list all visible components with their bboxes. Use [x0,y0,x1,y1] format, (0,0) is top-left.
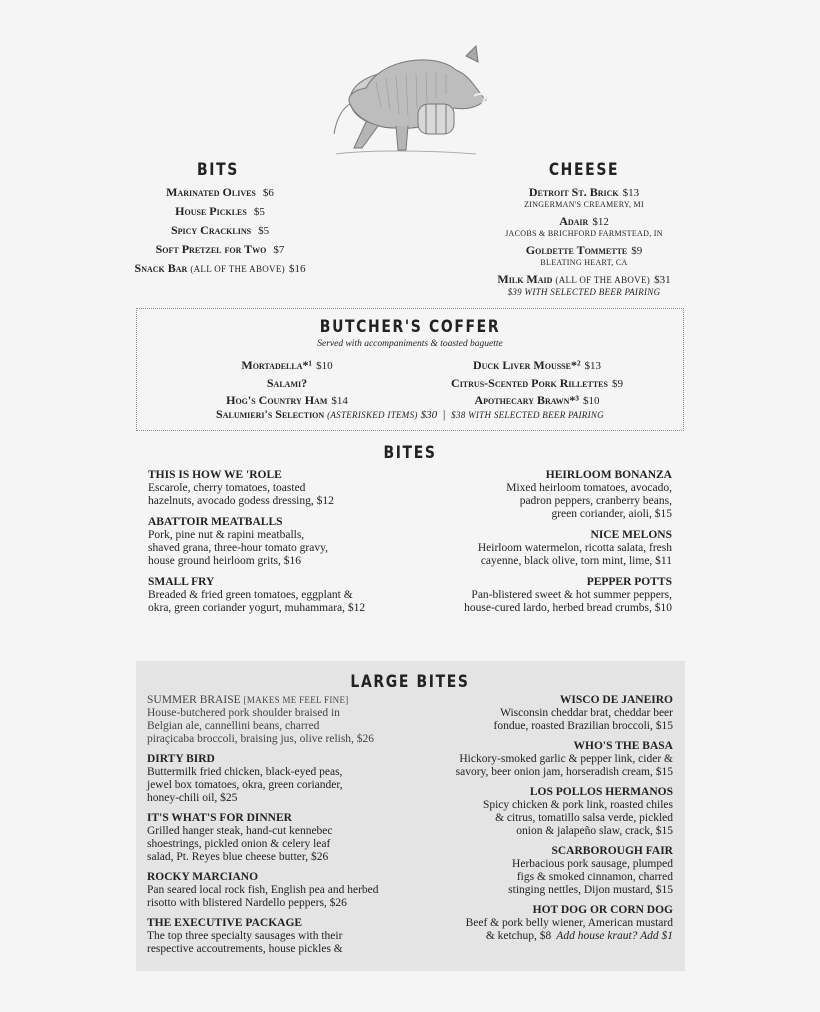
bits-item [120,224,320,238]
bits-item-price: $16 [288,263,306,275]
coffer-item-name: Salami? [266,375,308,390]
menu-item-description: Pan-blistered sweet & hot summer peppers, [471,589,672,601]
cheese-item [474,215,694,239]
cheese-item-name: Detroit St. Brick [528,185,619,199]
menu-item-title-text: WHO'S THE BASA [573,740,673,752]
cheese-item-price: $31 [654,274,671,286]
coffer-item-price: $13 [584,360,602,372]
cheese-item [474,273,694,297]
coffer-item [177,394,397,408]
menu-item-description: stinging nettles, Dijon mustard, $15 [508,884,673,896]
cheese-item-note: (ALL OF THE ABOVE) [555,275,651,285]
menu-item-title [405,845,673,858]
menu-item-description: Pan seared local rock fish, English pea and herbed [147,884,379,896]
menu-item-title [412,576,672,589]
menu-item-title-text: HOT DOG OR CORN DOG [532,904,673,916]
menu-item-title-text: IT'S WHAT'S FOR DINNER [147,812,292,824]
cheese-item-origin: JACOBS & BRICHFORD FARMSTEAD, IN [505,229,663,238]
menu-item-description: house-cured lardo, herbed bread crumbs, $10 [464,602,672,614]
coffer-selection-name: Salumieri's Selection [216,407,325,421]
butchers-coffer-box [136,308,684,431]
menu-item-description: Herbacious pork sausage, plumped [512,858,673,870]
coffer-subtitle: Served with accompaniments & toasted baguette [317,339,503,349]
menu-item [405,694,673,733]
cheese-item-name: Goldette Tommette [525,243,628,257]
menu-item [412,469,672,521]
coffer-item [427,377,647,391]
menu-item-description: respective accoutrements, house pickles & [147,943,343,955]
menu-item-description: Beef & pork belly wiener, American mustard [465,917,673,929]
coffer-item-price: $9 [611,377,623,390]
bits-item-name: Soft Pretzel for Two [155,242,267,256]
bits-item-price: $7 [273,244,285,256]
coffer-item-name: Mortadella*¹ [241,358,313,372]
cheese-item-row [474,215,694,229]
bites-left-column [148,469,408,623]
cheese-item-origin: ZINGERMAN'S CREAMERY, MI [524,200,644,209]
menu-item-title [405,694,673,707]
coffer-selection-price: $30 [420,409,438,421]
menu-item [148,576,408,615]
menu-item-title [147,753,417,766]
menu-item-title-text: SCARBOROUGH FAIR [551,845,673,857]
menu-item-description: Hickory-smoked garlic & pepper link, cider & [459,753,673,765]
menu-item-description: honey-chili oil, $25 [147,792,238,804]
menu-item-description: The top three specialty sausages with their [147,930,343,942]
menu-item [405,845,673,897]
menu-item [148,469,408,508]
menu-item-description-text: & ketchup, $8 [485,930,552,942]
menu-item-description: Mixed heirloom tomatoes, avocado, [506,482,672,494]
menu-item-title-text: THIS IS HOW WE 'ROLE [148,469,282,481]
bits-item-note: (ALL OF THE ABOVE) [190,264,285,274]
cheese-item-price: $12 [592,216,609,228]
menu-item [405,740,673,779]
coffer-item-name: Citrus-Scented Pork Rillettes [451,375,608,390]
coffer-item [177,359,397,373]
menu-item-note: [MAKES ME FEEL FINE] [243,695,349,705]
menu-item [147,812,417,864]
menu-item-description: shaved grana, three-hour tomato gravy, [148,542,328,554]
menu-item-description: fondue, roasted Brazilian broccoli, $15 [493,720,673,732]
menu-item-description: House-butchered pork shoulder braised in [147,707,340,719]
menu-item-description: green coriander, aioli, $15 [551,508,672,520]
cheese-item-price: $13 [622,187,640,199]
coffer-heading: BUTCHER'S COFFER [319,317,501,337]
menu-item-description: Escarole, cherry tomatoes, toasted [148,482,306,494]
menu-item-description: cayenne, black olive, torn mint, lime, $11 [480,555,672,567]
bits-item [120,243,320,257]
menu-item-title [405,786,673,799]
menu-item [412,576,672,615]
menu-item [405,786,673,838]
menu-item-title [147,917,417,930]
menu-item [147,753,417,805]
menu-item-description: figs & smoked cinnamon, charred [516,871,673,883]
bits-item-price: $5 [253,206,265,218]
menu-item-title [412,529,672,542]
coffer-item-name: Apothecary Brawn*³ [474,393,580,407]
menu-item-description: Pork, pine nut & rapini meatballs, [148,529,305,541]
cheese-heading: CHEESE [548,160,620,180]
menu-item-description: piraçicaba broccoli, braising jus, olive relish, $26 [147,733,375,745]
bits-item [120,262,320,276]
menu-item-title-text: HEIRLOOM BONANZA [545,469,672,481]
bits-heading: BITS [197,160,239,180]
coffer-item [177,377,397,391]
menu-item-title-text: SMALL FRY [148,576,215,588]
menu-item-description: Buttermilk fried chicken, black-eyed peas, [147,766,343,778]
coffer-item-price: $10 [583,395,600,407]
menu-item-title [147,694,417,707]
cheese-item-origin: BLEATING HEART, CA [540,258,628,267]
boar-with-barrel-icon [326,38,492,164]
bits-item-name: House Pickles [175,204,247,218]
menu-item [147,917,417,956]
menu-item-title [412,469,672,482]
menu-item-addon: Add house kraut? Add $1 [556,930,673,942]
menu-item-title [405,740,673,753]
menu-item [147,694,417,746]
menu-item-title-text: DIRTY BIRD [147,753,215,765]
menu-item-description: jewel box tomatoes, okra, green coriander, [147,779,343,791]
menu-item-description: Belgian ale, cannellini beans, charred [147,720,320,732]
bits-item-price: $6 [262,187,274,199]
menu-item [412,529,672,568]
bits-item-name: Snack Bar [134,261,188,275]
menu-item-description: shoestrings, pickled onion & celery leaf [147,838,331,850]
menu-item-title-text: THE EXECUTIVE PACKAGE [147,917,303,929]
menu-item-description: Grilled hanger steak, hand-cut kennebec [147,825,333,837]
menu-item-description: risotto with blistered Nardello peppers, $26 [147,897,347,909]
cheese-item-name: Adair [559,214,589,228]
coffer-selection-note: (ASTERISKED ITEMS) [327,410,418,420]
cheese-item [474,244,694,268]
menu-item-title-text: PEPPER POTTS [586,576,672,588]
coffer-right-column [427,359,647,412]
menu-item-title-text: ABATTOIR MEATBALLS [148,516,283,528]
menu-item-title [148,516,408,529]
menu-item-title-text: LOS POLLOS HERMANOS [529,786,673,798]
cheese-item-row [474,273,694,287]
coffer-selection-pairing: $38 WITH SELECTED BEER PAIRING [451,410,604,420]
bites-right-column [412,469,672,623]
cheese-item-row [474,244,694,258]
cheese-list [474,186,694,302]
bits-item-name: Spicy Cracklins [170,223,252,237]
menu-item [405,904,673,943]
coffer-selection-separator: | [442,409,446,421]
coffer-item-name: Hog's Country Ham [226,393,328,407]
large-bites-left-column [147,694,417,963]
menu-item-title [148,469,408,482]
large-bites-right-column [405,694,673,950]
menu-item-description: Wisconsin cheddar brat, cheddar beer [500,707,673,719]
cheese-item [474,186,694,210]
menu-item [148,516,408,568]
menu-item-title-text: NICE MELONS [590,529,672,541]
menu-item-title [147,871,417,884]
cheese-item-price: $9 [631,245,643,257]
menu-item-description [405,930,673,943]
cheese-item-row [474,186,694,200]
bites-heading: BITES [383,443,437,463]
cheese-item-origin: $39 WITH SELECTED BEER PAIRING [507,287,661,297]
bits-item-price: $5 [258,225,270,237]
menu-item-description: & citrus, tomatillo salsa verde, pickled [495,812,673,824]
bits-item-name: Marinated Olives [166,185,256,199]
large-bites-heading: LARGE BITES [350,672,470,692]
bits-item [120,205,320,219]
coffer-item-price: $10 [316,360,333,372]
menu-item-title-text: ROCKY MARCIANO [147,871,259,883]
menu-item-description: Breaded & fried green tomatoes, eggplant & [148,589,353,601]
menu-item-description: Heirloom watermelon, ricotta salata, fresh [477,542,672,554]
cheese-item-name: Milk Maid [497,272,553,286]
menu-item-title-text: WISCO DE JANEIRO [559,694,673,706]
menu-item-description: savory, beer onion jam, horseradish cream, $15 [455,766,673,778]
menu-item-title-text: SUMMER BRAISE [147,694,241,706]
menu-item-description: okra, green coriander yogurt, muhammara, $12 [148,602,366,614]
coffer-left-column [177,359,397,412]
menu-item-description: salad, Pt. Reyes blue cheese butter, $26 [147,851,329,863]
coffer-item [427,359,647,373]
menu-item-description: padron peppers, cranberry beans, [519,495,672,507]
menu-item [147,871,417,910]
bits-item [120,186,320,200]
menu-item-title [148,576,408,589]
menu-item-title [405,904,673,917]
menu-item-description: Spicy chicken & pork link, roasted chiles [482,799,673,811]
bits-list [120,186,320,281]
menu-item-title [147,812,417,825]
coffer-item [427,394,647,408]
menu-item-description: house ground heirloom grits, $16 [148,555,301,567]
coffer-item-name: Duck Liver Mousse*² [472,358,581,372]
coffer-selection [137,408,683,422]
coffer-item-price: $14 [331,395,348,407]
menu-item-description: hazelnuts, avocado godess dressing, $12 [148,495,334,507]
menu-item-description: onion & jalapeño slaw, crack, $15 [516,825,673,837]
